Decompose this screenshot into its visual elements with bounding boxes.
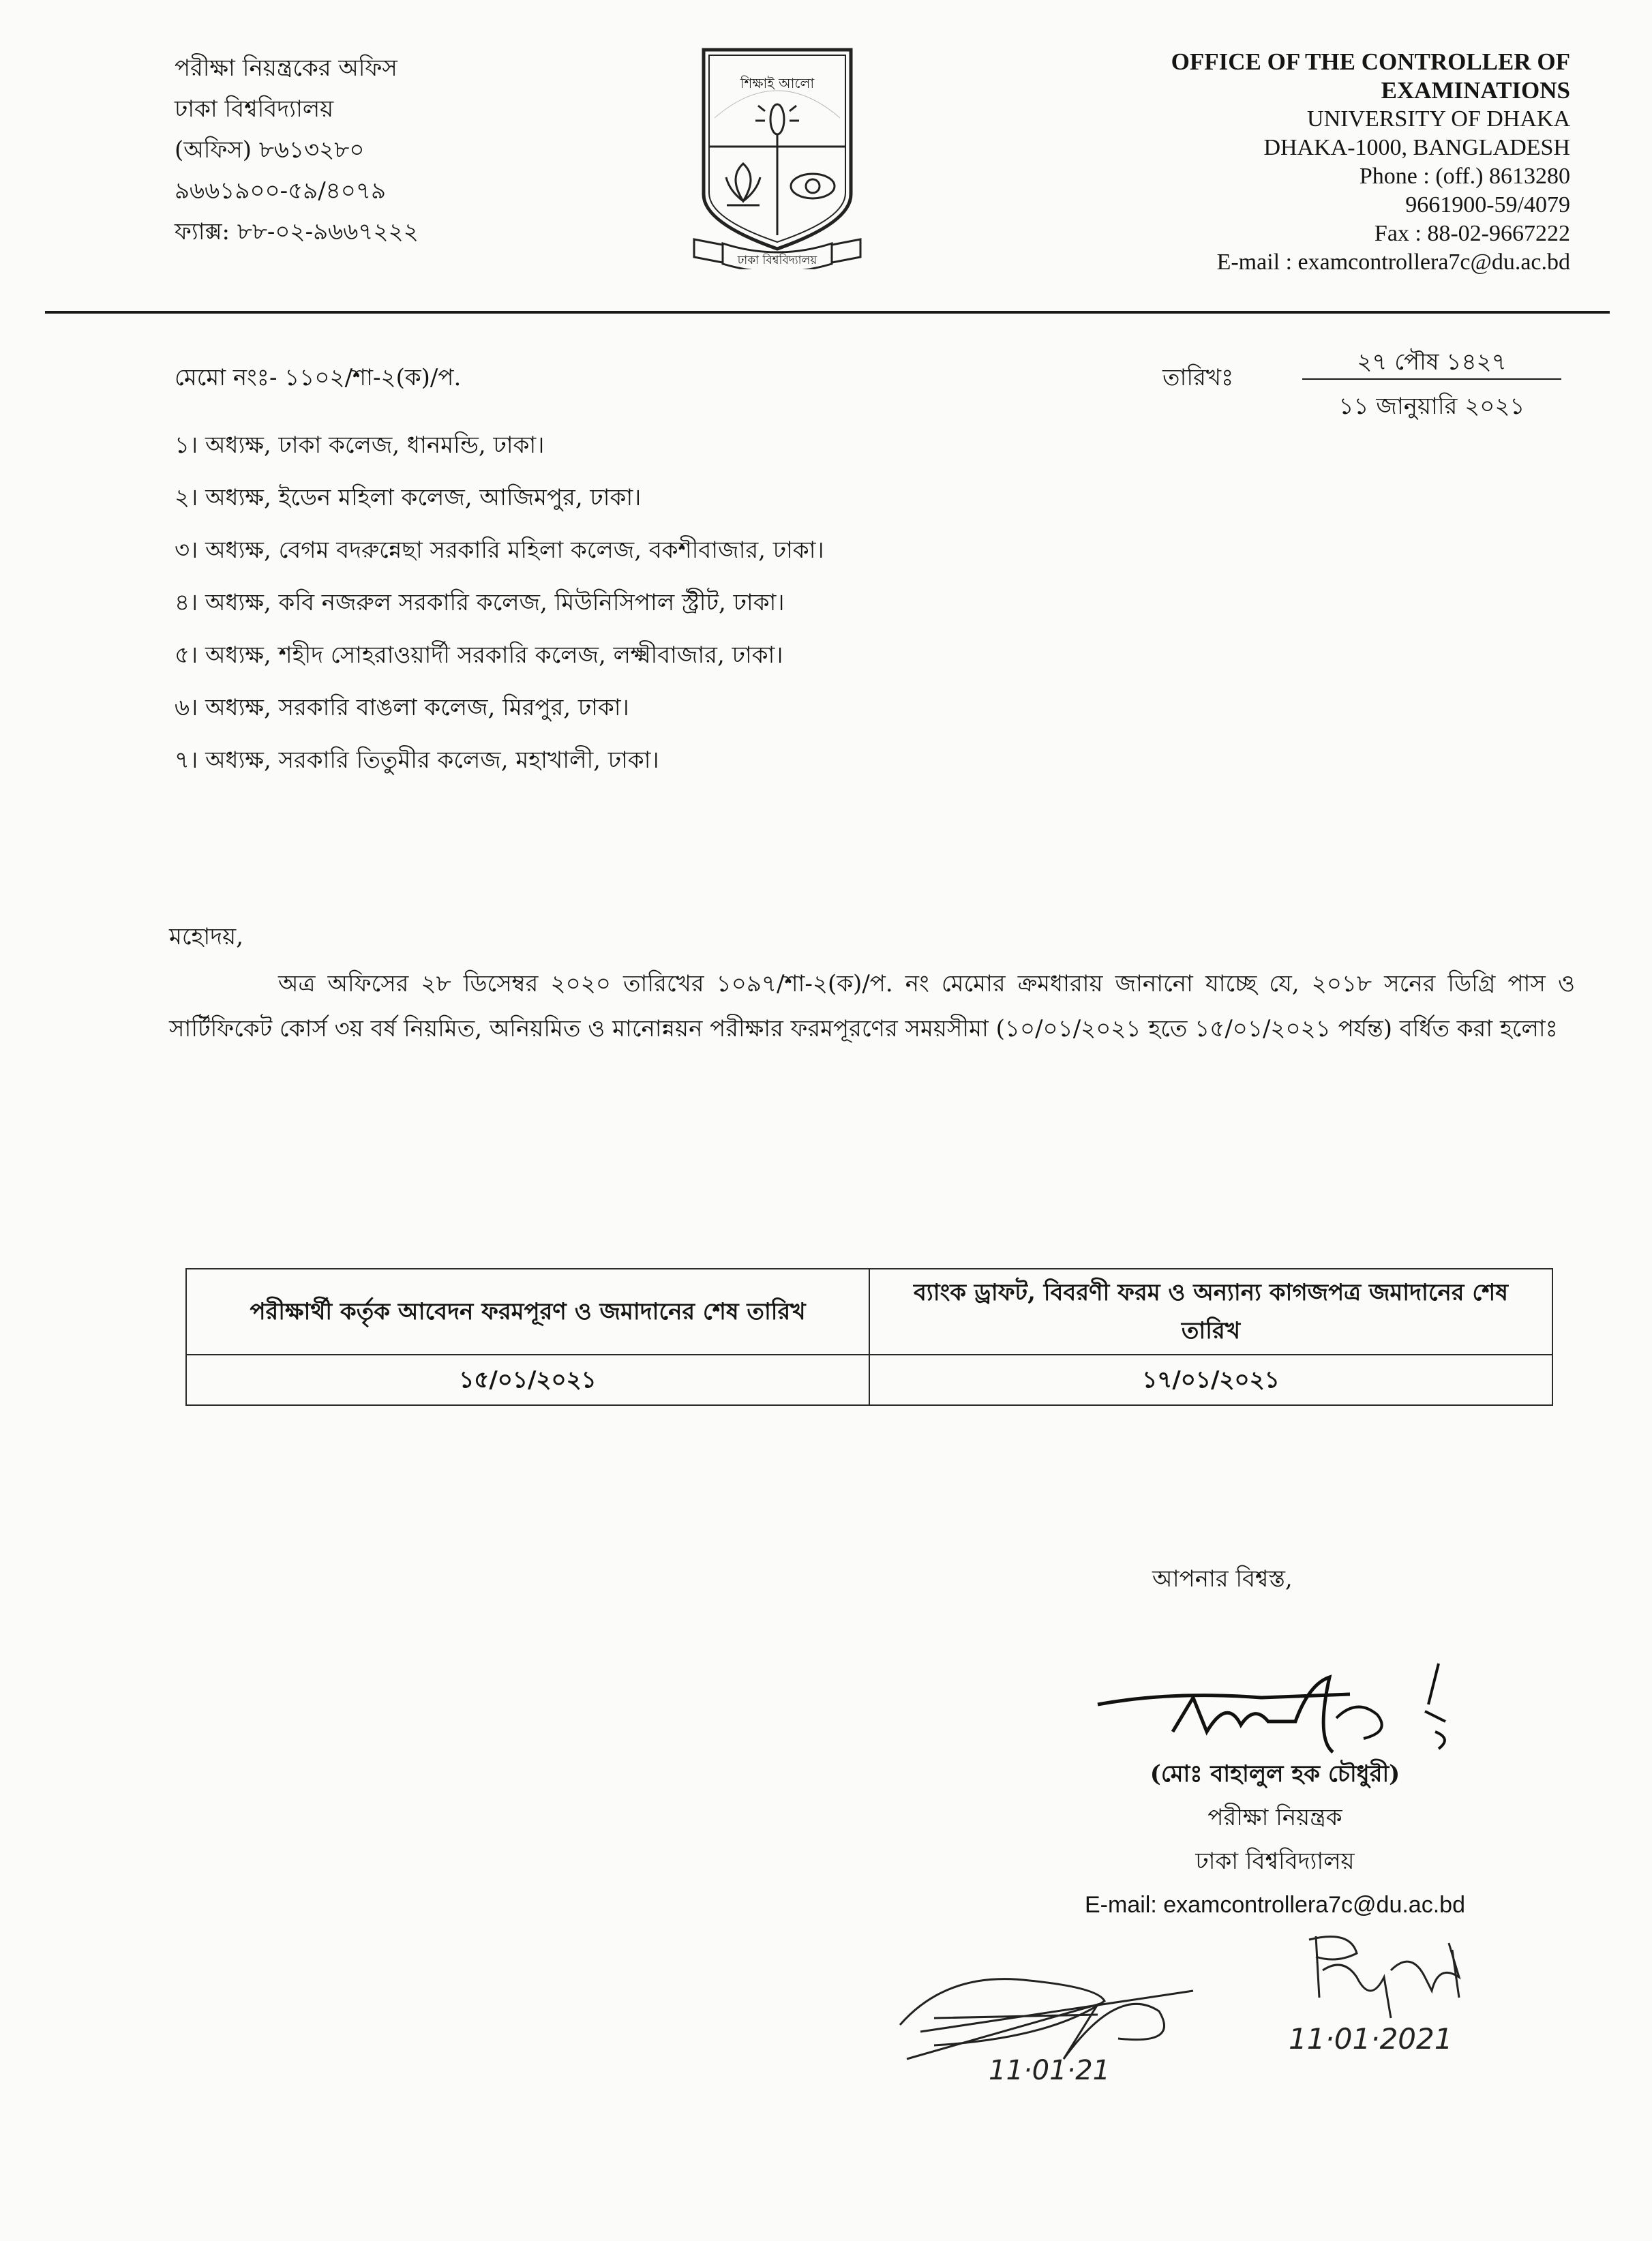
initial-date-2: 11·01·2021 — [1289, 2022, 1453, 2056]
header-right-line: UNIVERSITY OF DHAKA — [1307, 106, 1570, 132]
office-title-line-2: EXAMINATIONS — [1381, 77, 1570, 104]
closing-line: আপনার বিশ্বস্ত, — [1152, 1565, 1293, 1593]
initial-signature-1 — [893, 1943, 1214, 2086]
office-header-bangla — [175, 48, 584, 252]
recipient-item: ১। অধ্যক্ষ, ঢাকা কলেজ, ধানমন্ডি, ঢাকা। — [175, 432, 545, 459]
table-cell: ১৫/০১/২০২১ — [186, 1355, 869, 1405]
header-right-line: Phone : (off.) 8613280 — [1359, 164, 1570, 189]
header-left-line: ৯৬৬১৯০০-৫৯/৪০৭৯ — [175, 177, 387, 205]
initial-date-1: 11·01·21 — [989, 2055, 1111, 2086]
recipient-list — [175, 419, 824, 787]
body-paragraph — [169, 961, 1575, 1051]
office-title-line-1: OFFICE OF THE CONTROLLER OF — [1171, 48, 1570, 75]
date-bangla-calendar: ২৭ পৌষ ১৪২৭ — [1357, 348, 1507, 376]
date-gregorian: ১১ জানুয়ারি ২০২১ — [1338, 393, 1525, 420]
date-divider — [1302, 378, 1561, 380]
signatory-title: পরীক্ষা নিয়ন্ত্রক — [1207, 1804, 1342, 1831]
signature-block — [1002, 1752, 1548, 1927]
signatory-name: (মোঃ বাহালুল হক চৌধুরী) — [1150, 1760, 1400, 1788]
recipient-item: ৩। অধ্যক্ষ, বেগম বদরুন্নেছা সরকারি মহিলা কলেজ, বকশীবাজার, ঢাকা। — [175, 537, 824, 564]
table-header-row — [186, 1269, 1552, 1355]
table-cell: ১৭/০১/২০২১ — [869, 1355, 1552, 1405]
header-right-line: Fax : 88-02-9667222 — [1374, 221, 1570, 246]
salutation: মহোদয়, — [169, 923, 243, 950]
recipient-item: ৫। অধ্যক্ষ, শহীদ সোহরাওয়ার্দী সরকারি কলেজ, লক্ষ্মীবাজার, ঢাকা। — [175, 642, 783, 669]
recipient-item: ২। অধ্যক্ষ, ইডেন মহিলা কলেজ, আজিমপুর, ঢাকা। — [175, 484, 642, 511]
header-right-line: 9661900-59/4079 — [1405, 192, 1570, 217]
header-left-line: পরীক্ষা নিয়ন্ত্রকের অফিস — [175, 55, 397, 82]
table-header-cell: ব্যাংক ড্রাফট, বিবরণী ফরম ও অন্যান্য কাগজপত্র জমাদানের শেষ তারিখ — [869, 1269, 1552, 1355]
table-header-cell: পরীক্ষার্থী কর্তৃক আবেদন ফরমপূরণ ও জমাদানের শেষ তারিখ — [186, 1269, 869, 1355]
recipient-item: ৪। অধ্যক্ষ, কবি নজরুল সরকারি কলেজ, মিউনিসিপাল স্ট্রীট, ঢাকা। — [175, 589, 785, 616]
header-email: E-mail : examcontrollera7c@du.ac.bd — [1216, 250, 1570, 275]
recipient-item: ৭। অধ্যক্ষ, সরকারি তিতুমীর কলেজ, মহাখালী, ঢাকা। — [175, 747, 659, 774]
header-divider — [45, 311, 1610, 314]
date-label: তারিখঃ — [1162, 364, 1234, 391]
deadline-table — [185, 1268, 1553, 1406]
body-text: অত্র অফিসের ২৮ ডিসেম্বর ২০২০ তারিখের ১০৯৭/শা-২(ক)/প. নং মেমোর ক্রমধারায় জানানো যাচ্ছে যে, ২০১৮ সনের ডিগ্রি পাস ও সার্টিফিকেট কোর্স ৩য় বর্ষ নিয়মিত, অনিয়মিত ও মানোন্নয়ন পরীক্ষার ফরমপূরণের সময়সীমা (১০/০১/২০২১ হতে ১৫/০১/২০২১ পর্যন্ত) বর্ধিত করা হলোঃ — [169, 970, 1575, 1042]
signatory-email: E-mail: examcontrollera7c@du.ac.bd — [1085, 1892, 1465, 1918]
office-header-english — [1011, 48, 1570, 277]
seal-motto-text: শিক্ষাই আলো — [740, 75, 815, 91]
table-row — [186, 1355, 1552, 1405]
initial-signature-2 — [1275, 1916, 1548, 2073]
signatory-institution: ঢাকা বিশ্ববিদ্যালয় — [1195, 1848, 1355, 1875]
header-left-line: ফ্যাক্স: ৮৮-০২-৯৬৬৭২২২ — [175, 218, 419, 245]
memo-number: মেমো নংঃ- ১১০২/শা-২(ক)/প. — [175, 364, 462, 391]
recipient-item: ৬। অধ্যক্ষ, সরকারি বাঙলা কলেজ, মিরপুর, ঢাকা। — [175, 694, 629, 721]
header-right-line: DHAKA-1000, BANGLADESH — [1263, 135, 1570, 160]
university-seal-logo — [689, 44, 866, 269]
header-left-line: (অফিস) ৮৬১৩২৮০ — [175, 136, 365, 164]
header-left-line: ঢাকা বিশ্ববিদ্যালয় — [175, 95, 334, 123]
seal-banner-text: ঢাকা বিশ্ববিদ্যালয় — [737, 254, 817, 267]
